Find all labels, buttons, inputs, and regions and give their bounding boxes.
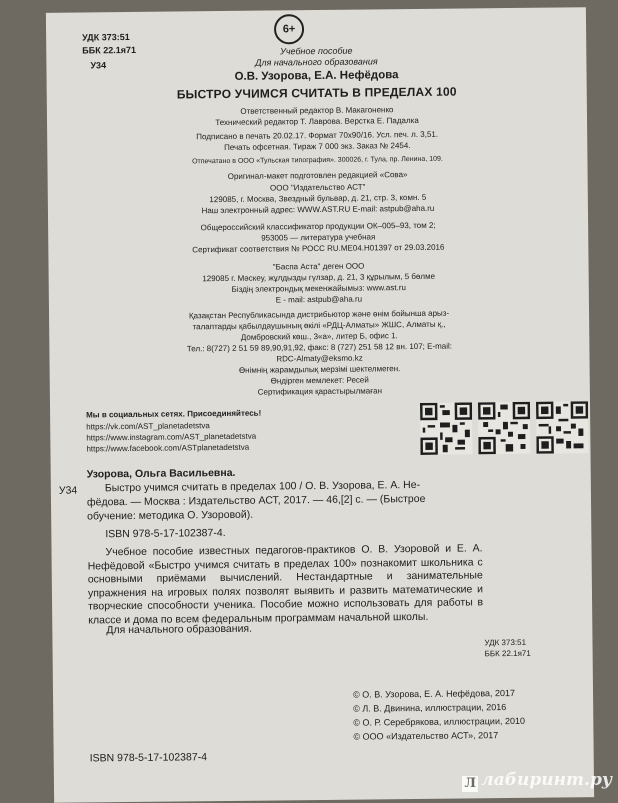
book-imprint-page	[46, 7, 594, 803]
watermark-text: лабиринт.ру	[481, 770, 612, 790]
catalog-code: У34	[58, 484, 78, 497]
qr-code-instagram[interactable]	[478, 402, 531, 455]
validity-note: Өнімнің жарамдылық мерзімі шектелмеген.	[238, 364, 401, 375]
catalog-author: Узорова, Ольга Васильевна.	[86, 466, 236, 481]
catalog-entry-line3: обучение: методика О. Узоровой).	[87, 508, 254, 523]
okp-line2: 953005 — литература учебная	[261, 232, 376, 243]
publisher-email-ru: Наш электронный адрес: WWW.AST.RU E-mail: astpub@aha.ru	[201, 203, 435, 216]
book-type-line1: Учебное пособие	[279, 45, 353, 57]
publisher-email-kz-2: E - mail: astpub@aha.ru	[275, 294, 363, 305]
catalog-entry-line1: Быстро учимся считать в пределах 100 / О. В. Узорова, Е. А. Не-	[104, 478, 421, 495]
book-title: БЫСТРО УЧИМСЯ СЧИТАТЬ В ПРЕДЕЛАХ 100	[176, 84, 457, 102]
distributor-line3: Домбровский көш., 3«а», литер Б, офис 1.	[240, 331, 398, 342]
credit-tech: Технический редактор Т. Лаврова. Верстка Е. Падалка	[215, 115, 419, 128]
country-note: Өндірген мемлекет: Ресей	[270, 375, 369, 386]
book-type-line2: Для начального образования	[255, 56, 378, 68]
distributor-line1: Қазақстан Республикасында дистрибьютор және өнім бойынша арыз-	[188, 308, 450, 321]
certification-note: Сертификация қарастырылмаған	[257, 386, 383, 397]
credit-printed-at: Отпечатано в ООО «Тульская типография». 300026, г. Тула, пр. Ленина, 109.	[192, 155, 443, 166]
bbk-code-top: ББК 22.1я71	[82, 44, 137, 56]
udk-code-bottom: УДК 373:51	[484, 637, 527, 648]
social-heading: Мы в социальных сетях. Присоединяйтесь!	[86, 408, 262, 420]
layout-note: Оригинал-макет подготовлен редакцией «Сова»	[227, 170, 408, 181]
credit-editor: Ответственный редактор В. Макагоненко	[240, 105, 394, 116]
okp-line1: Общероссийский классификатор продукции ОК–005–93, том 2;	[200, 220, 436, 233]
social-link-instagram[interactable]: https://www.instagram.com/AST_planetadetstva	[86, 431, 257, 443]
isbn-bottom: ISBN 978-5-17-102387-4	[89, 751, 208, 765]
bbk-code-bottom: ББК 22.1я71	[484, 648, 531, 659]
distributor-phone: Тел.: 8(727) 2 51 59 89,90,91,92, факс: 8 (727) 251 58 12 вн. 107; E-mail:	[186, 341, 453, 354]
distributor-line2: талаптарды қабылдаушының өкілі «РДЦ-Алматы» ЖШС, Алматы қ.,	[192, 319, 446, 332]
copyright-authors: © О. В. Узорова, Е. А. Нефёдова, 2017	[352, 687, 516, 700]
book-audience: Для начального образования.	[106, 622, 253, 637]
credit-print: Печать офсетная. Тираж 7 000 экз. Заказ № 2454.	[224, 141, 411, 152]
publisher-name-ru: ООО "Издательство АСТ"	[269, 182, 366, 193]
publisher-address-kz: 129085 г. Мәскеу, жұлдызды гүлзар, д. 21, 3 құрылым, 5 бөлме	[202, 271, 436, 284]
book-authors: О.В. Узорова, Е.А. Нефёдова	[234, 69, 399, 83]
udk-code-top: УДК 373:51	[82, 31, 130, 43]
credit-signed: Подписано в печать 20.02.17. Формат 70х90/16. Усл. печ. л. 3,51.	[196, 129, 439, 142]
publisher-email-kz-1: Біздің электрондық мекенжайымыз: www.ast.ru	[231, 283, 406, 294]
copyright-illustrations-2: © О. Р. Серебрякова, иллюстрации, 2010	[353, 715, 526, 728]
social-link-vk[interactable]: https://vk.com/AST_planetadetstva	[86, 421, 210, 432]
distributor-email: RDC-Almaty@eksmo.kz	[276, 353, 363, 364]
age-rating-badge: 6+	[274, 14, 304, 44]
social-link-facebook[interactable]: https://www.facebook.com/ASTplanetadetstva	[86, 442, 250, 454]
labirint-logo-icon: Л	[462, 776, 478, 792]
book-abstract: Учебное пособие известных педагогов-практиков О. В. Узоровой и Е. А. Нефёдовой «Быстро учимся считать в пределах 100» познакомит школьника с основными приёмами вычислений. Нестандартные и занимательные упражнения на игровых полях позволят выявить и развить математические и творческие способности ученика. Пособие можно использовать для работы в классе и дома по всем федеральным программам начальной школы.	[87, 542, 484, 626]
publisher-address-ru: 129085, г. Москва, Звездный бульвар, д. 21, стр. 3, комн. 5	[209, 192, 427, 205]
publisher-name-kz: "Баспа Аста" деген ООО	[272, 261, 365, 272]
qr-code-facebook[interactable]	[536, 401, 589, 454]
copyright-illustrations-1: © Л. В. Двинина, иллюстрации, 2016	[353, 702, 507, 714]
copyright-publisher: © ООО «Издательство АСТ», 2017	[353, 730, 499, 742]
qr-code-vk[interactable]	[420, 402, 473, 455]
catalog-entry-line2: фёдова. — Москва : Издательство АСТ, 2017. — 46,[2] с. — (Быстрое	[86, 492, 426, 509]
catalog-isbn: ISBN 978-5-17-102387-4.	[105, 526, 226, 541]
author-mark-top: У34	[90, 60, 107, 71]
labirint-watermark	[462, 770, 612, 792]
certificate-line: Сертификат соответствия № РОСС RU.ME04.H01397 от 29.03.2016	[192, 242, 445, 255]
